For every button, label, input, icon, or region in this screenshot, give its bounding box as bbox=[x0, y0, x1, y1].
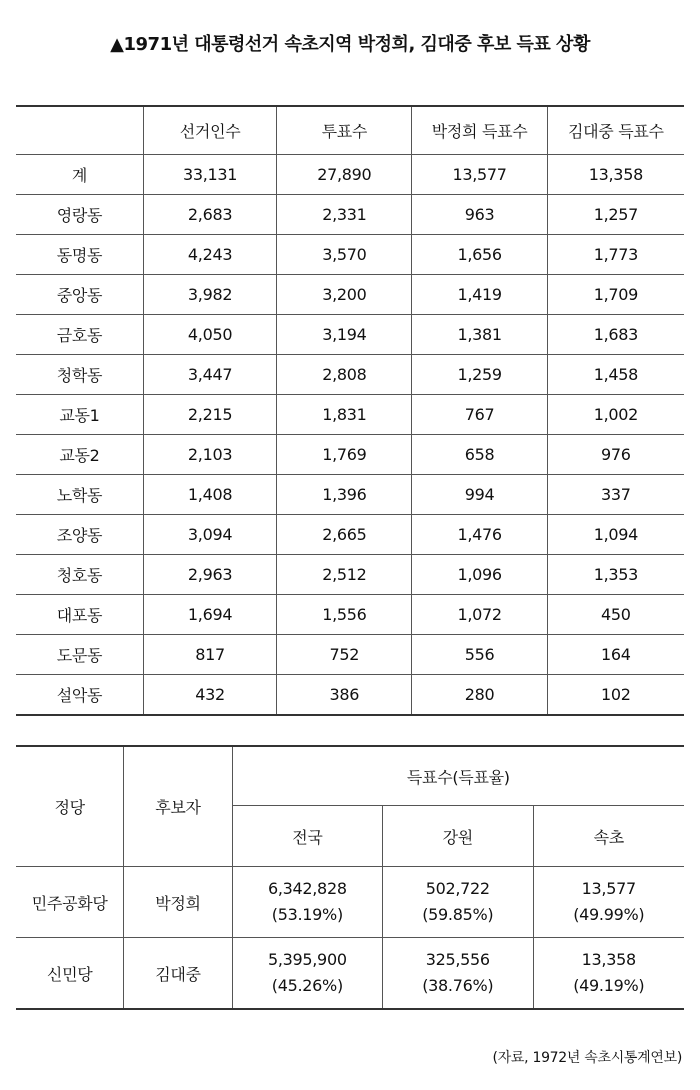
table-cell: 2,963 bbox=[143, 555, 276, 595]
votes-cell bbox=[232, 938, 382, 1010]
table-cell: 976 bbox=[547, 435, 684, 475]
national-vote-table bbox=[16, 745, 684, 1010]
rate-value: (45.26%) bbox=[271, 976, 343, 995]
table-row bbox=[16, 315, 684, 355]
table-row bbox=[16, 435, 684, 475]
source-note: (자료, 1972년 속초시통계연보) bbox=[492, 1050, 682, 1066]
table-cell: 3,094 bbox=[143, 515, 276, 555]
table-cell: 3,447 bbox=[143, 355, 276, 395]
votes-value: 13,358 bbox=[581, 950, 636, 969]
table-row bbox=[16, 395, 684, 435]
table-cell: 4,243 bbox=[143, 235, 276, 275]
table-cell: 영랑동 bbox=[16, 195, 143, 235]
votes-value: 6,342,828 bbox=[267, 879, 347, 898]
table-cell: 1,556 bbox=[277, 595, 412, 635]
votes-value: 5,395,900 bbox=[267, 950, 347, 969]
table-cell: 658 bbox=[412, 435, 547, 475]
table-cell: 청학동 bbox=[16, 355, 143, 395]
table-cell: 1,769 bbox=[277, 435, 412, 475]
table-cell: 1,094 bbox=[547, 515, 684, 555]
table-cell: 33,131 bbox=[143, 155, 276, 195]
region-header: 속초 bbox=[533, 806, 684, 867]
table-cell: 대포동 bbox=[16, 595, 143, 635]
table-row bbox=[16, 938, 684, 1010]
table-header-row bbox=[16, 106, 684, 155]
table-cell: 1,381 bbox=[412, 315, 547, 355]
candidate-cell: 김대중 bbox=[124, 938, 232, 1010]
table-cell: 994 bbox=[412, 475, 547, 515]
votes-value: 325,556 bbox=[425, 950, 490, 969]
rate-value: (38.76%) bbox=[422, 976, 494, 995]
table-row bbox=[16, 555, 684, 595]
rate-value: (49.99%) bbox=[573, 905, 645, 924]
table-cell: 556 bbox=[412, 635, 547, 675]
votes-value: 502,722 bbox=[425, 879, 490, 898]
table-cell: 386 bbox=[277, 675, 412, 716]
table-cell: 767 bbox=[412, 395, 547, 435]
rate-value: (59.85%) bbox=[422, 905, 494, 924]
district-vote-table bbox=[16, 105, 684, 716]
table-cell: 동명동 bbox=[16, 235, 143, 275]
table-cell: 1,831 bbox=[277, 395, 412, 435]
table-cell: 2,331 bbox=[277, 195, 412, 235]
table-row bbox=[16, 515, 684, 555]
table-row bbox=[16, 675, 684, 716]
table-cell: 1,096 bbox=[412, 555, 547, 595]
table-row bbox=[16, 595, 684, 635]
table-cell: 817 bbox=[143, 635, 276, 675]
rate-value: (49.19%) bbox=[573, 976, 645, 995]
table-cell: 2,512 bbox=[277, 555, 412, 595]
table-cell: 432 bbox=[143, 675, 276, 716]
table-cell: 중앙동 bbox=[16, 275, 143, 315]
votes-header: 득표수(득표율) bbox=[232, 746, 684, 806]
table-cell: 1,458 bbox=[547, 355, 684, 395]
table-cell: 3,200 bbox=[277, 275, 412, 315]
table-row bbox=[16, 235, 684, 275]
table-cell: 1,476 bbox=[412, 515, 547, 555]
table-cell: 450 bbox=[547, 595, 684, 635]
table-header-cell: 박정희 득표수 bbox=[412, 106, 547, 155]
table-cell: 1,396 bbox=[277, 475, 412, 515]
table-cell: 752 bbox=[277, 635, 412, 675]
table-cell: 3,982 bbox=[143, 275, 276, 315]
table-cell: 27,890 bbox=[277, 155, 412, 195]
table-cell: 설악동 bbox=[16, 675, 143, 716]
table-cell: 13,358 bbox=[547, 155, 684, 195]
table-cell: 1,408 bbox=[143, 475, 276, 515]
votes-cell bbox=[533, 938, 684, 1010]
table-header-cell: 김대중 득표수 bbox=[547, 106, 684, 155]
votes-cell bbox=[383, 867, 533, 938]
table-cell: 1,002 bbox=[547, 395, 684, 435]
candidate-cell: 박정희 bbox=[124, 867, 232, 938]
table-cell: 4,050 bbox=[143, 315, 276, 355]
table-cell: 교동2 bbox=[16, 435, 143, 475]
table-cell: 337 bbox=[547, 475, 684, 515]
table-cell: 청호동 bbox=[16, 555, 143, 595]
table-cell: 963 bbox=[412, 195, 547, 235]
table-cell: 3,194 bbox=[277, 315, 412, 355]
table-cell: 280 bbox=[412, 675, 547, 716]
table-cell: 2,665 bbox=[277, 515, 412, 555]
table-cell: 2,683 bbox=[143, 195, 276, 235]
table-cell: 1,709 bbox=[547, 275, 684, 315]
votes-cell bbox=[383, 938, 533, 1010]
table-cell: 1,419 bbox=[412, 275, 547, 315]
table-cell: 1,683 bbox=[547, 315, 684, 355]
table-row bbox=[16, 475, 684, 515]
party-cell: 민주공화당 bbox=[16, 867, 124, 938]
table-cell: 1,257 bbox=[547, 195, 684, 235]
region-header: 전국 bbox=[232, 806, 382, 867]
table-cell: 2,808 bbox=[277, 355, 412, 395]
rate-value: (53.19%) bbox=[271, 905, 343, 924]
table-row bbox=[16, 867, 684, 938]
table-row bbox=[16, 355, 684, 395]
table-cell: 계 bbox=[16, 155, 143, 195]
table-cell: 3,570 bbox=[277, 235, 412, 275]
table-cell: 도문동 bbox=[16, 635, 143, 675]
table-header-cell: 선거인수 bbox=[143, 106, 276, 155]
table-cell: 교동1 bbox=[16, 395, 143, 435]
table-header-cell: 투표수 bbox=[277, 106, 412, 155]
votes-cell bbox=[232, 867, 382, 938]
table-cell: 조양동 bbox=[16, 515, 143, 555]
table-cell: 2,103 bbox=[143, 435, 276, 475]
table-cell: 1,259 bbox=[412, 355, 547, 395]
table-cell: 금호동 bbox=[16, 315, 143, 355]
votes-cell bbox=[533, 867, 684, 938]
table-cell: 1,694 bbox=[143, 595, 276, 635]
table-row bbox=[16, 635, 684, 675]
region-header: 강원 bbox=[383, 806, 533, 867]
candidate-header: 후보자 bbox=[124, 746, 232, 867]
table-cell: 1,353 bbox=[547, 555, 684, 595]
table-cell: 1,072 bbox=[412, 595, 547, 635]
table-row bbox=[16, 155, 684, 195]
table-row bbox=[16, 275, 684, 315]
table-cell: 2,215 bbox=[143, 395, 276, 435]
table-header-cell bbox=[16, 106, 143, 155]
votes-value: 13,577 bbox=[581, 879, 636, 898]
table-cell: 1,656 bbox=[412, 235, 547, 275]
party-cell: 신민당 bbox=[16, 938, 124, 1010]
table-row bbox=[16, 195, 684, 235]
table-cell: 노학동 bbox=[16, 475, 143, 515]
party-header: 정당 bbox=[16, 746, 124, 867]
table-cell: 164 bbox=[547, 635, 684, 675]
table-cell: 1,773 bbox=[547, 235, 684, 275]
table-cell: 102 bbox=[547, 675, 684, 716]
table-header-row bbox=[16, 746, 684, 806]
page-title: ▲1971년 대통령선거 속초지역 박정희, 김대중 후보 득표 상황 bbox=[110, 34, 590, 55]
table-cell: 13,577 bbox=[412, 155, 547, 195]
